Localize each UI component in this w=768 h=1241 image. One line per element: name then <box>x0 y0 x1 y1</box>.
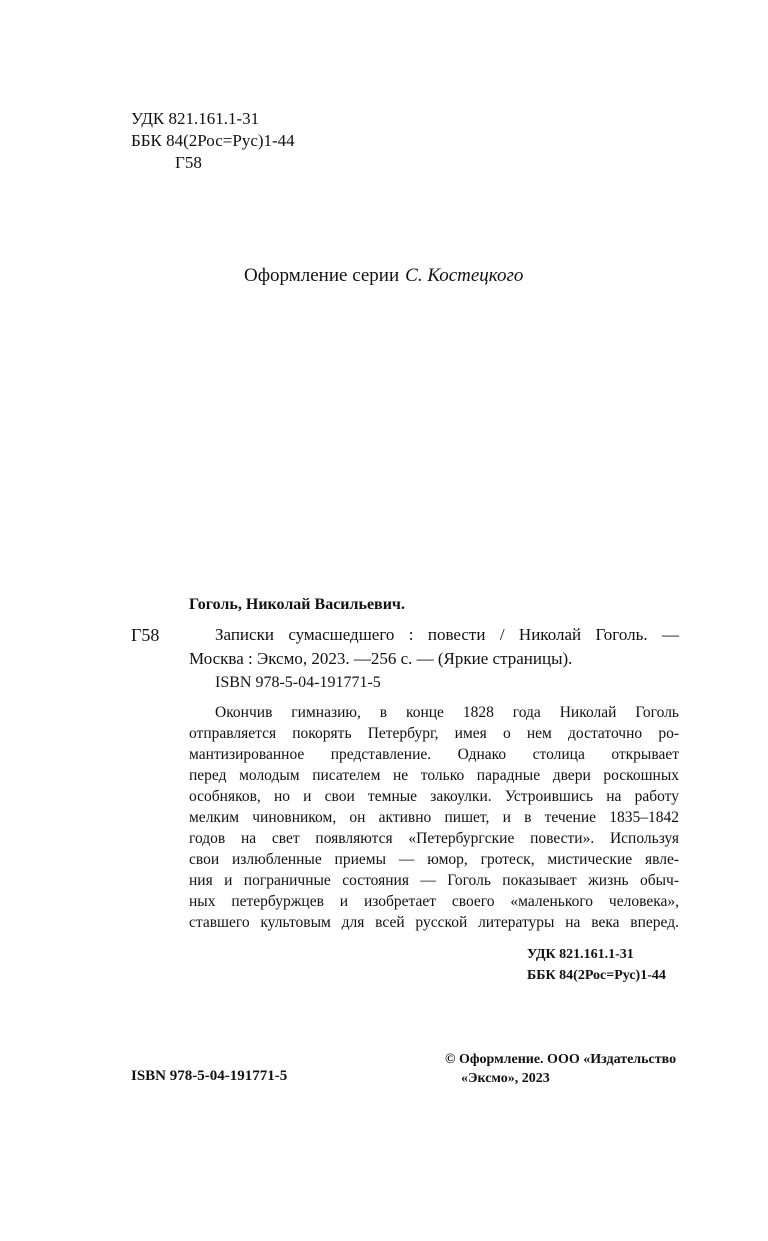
udk-code-bottom: УДК 821.161.1-31 <box>527 947 634 962</box>
copyright-line-2: «Эксмо», 2023 <box>461 1071 550 1086</box>
annotation-line: мантизированное представление. Однако столица открывает <box>189 746 679 763</box>
annotation-line: свои излюбленные приемы — юмор, гротеск, мистические явле- <box>189 851 679 868</box>
annotation-line: перед молодым писателем не только парадные двери роскошных <box>189 767 679 784</box>
entry-isbn: ISBN 978-5-04-191771-5 <box>215 674 381 691</box>
series-design-credit <box>244 265 523 287</box>
footer-isbn: ISBN 978-5-04-191771-5 <box>131 1068 288 1084</box>
udk-code: УДК 821.161.1-31 <box>131 109 260 128</box>
bibliographic-description <box>189 623 679 671</box>
copyright-notice <box>445 1050 676 1088</box>
entry-author-mark: Г58 <box>131 625 160 645</box>
classification-codes-top <box>131 108 295 174</box>
title-line-2: Москва : Эксмо, 2023. —256 с. — (Яркие страницы). <box>189 649 573 668</box>
series-designer: С. Костецкого <box>405 265 524 286</box>
annotation-line: ставшего культовым для всей русской литературы на века вперед. <box>189 914 679 931</box>
author-mark: Г58 <box>175 153 202 172</box>
bbk-code-bottom: ББК 84(2Рос=Рус)1-44 <box>527 968 666 983</box>
annotation-line: отправляется покорять Петербург, имея о нем достаточно ро- <box>189 725 679 742</box>
title-line-1: Записки сумасшедшего : повести / Николай Гоголь. — <box>215 625 679 644</box>
copyright-line-1: © Оформление. ООО «Издательство <box>445 1052 677 1067</box>
author-heading: Гоголь, Николай Васильевич. <box>189 596 405 613</box>
annotation-line: ния и пограничные состояния — Гоголь показывает жизнь обыч- <box>189 872 679 889</box>
classification-codes-bottom <box>527 944 666 986</box>
annotation-line: особняков, но и свои темные закоулки. Устроившись на работу <box>189 788 679 805</box>
series-label: Оформление серии <box>244 265 400 286</box>
annotation-line: мелким чиновником, он активно пишет, и в течение 1835–1842 <box>189 809 679 826</box>
annotation-line: годов на свет появляются «Петербургские повести». Используя <box>189 830 679 847</box>
annotation-line: Окончив гимназию, в конце 1828 года Николай Гоголь <box>215 704 679 721</box>
bbk-code: ББК 84(2Рос=Рус)1-44 <box>131 131 295 150</box>
annotation <box>189 702 679 933</box>
annotation-line: ных петербуржцев и изобретает своего «маленького человека», <box>189 893 679 910</box>
